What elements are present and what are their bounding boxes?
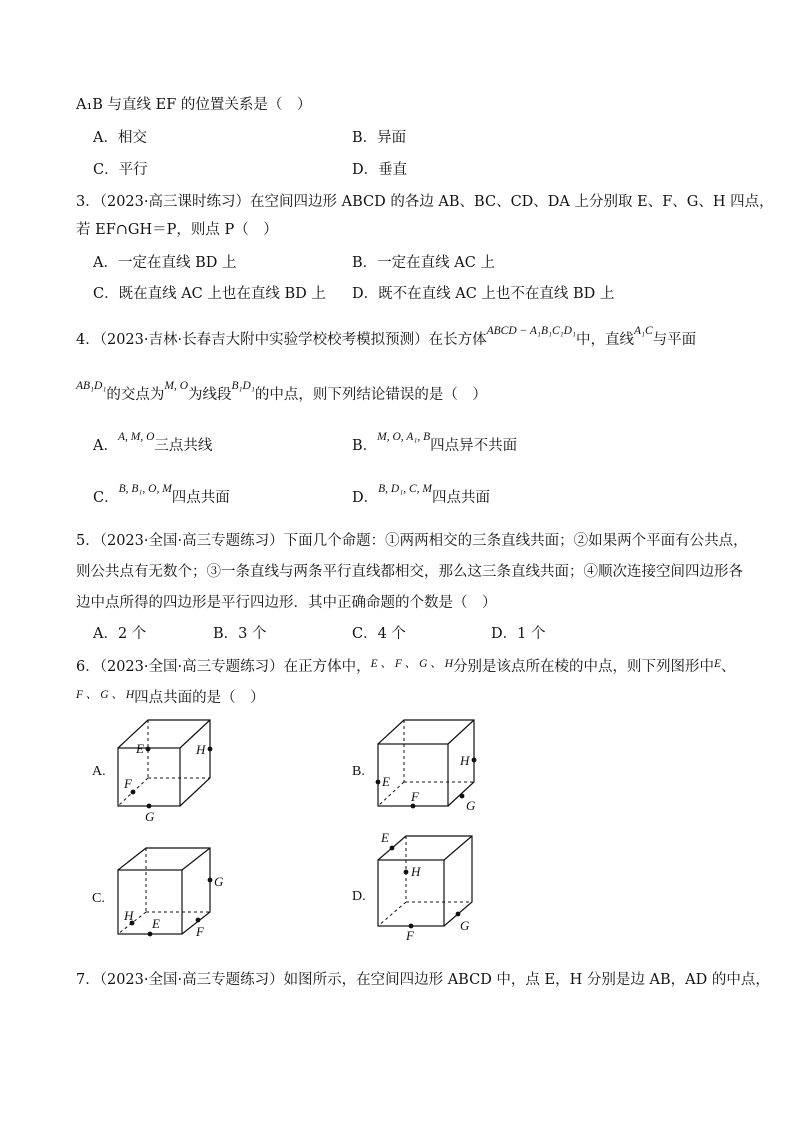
q2-option-d: D．垂直 [352, 162, 408, 178]
q4-math-line: A₁C [633, 325, 653, 337]
figure-a-label: A. [92, 764, 106, 779]
point-h: H [196, 742, 206, 757]
q6-stem-line1: 6．（2023·全国·高三专题练习）在正方体中，$^{E 、 F 、 G 、 H}$分别是该点所在棱的中点，则下列图形中$^E$、 [76, 658, 736, 675]
q4-option-a: A．$^{A, M, O}$三点共线 [93, 431, 213, 454]
figure-d-label: D. [352, 889, 366, 904]
point-h: H [411, 864, 421, 879]
point-h: H [460, 753, 470, 768]
q2-option-b: B．异面 [352, 130, 407, 146]
q5-option-b: B．3 个 [213, 626, 267, 642]
point-e: E [381, 830, 389, 845]
q2-stem: A₁B 与直线 EF 的位置关系是（ ） [76, 97, 312, 113]
cube-figure-a[interactable] [88, 712, 238, 822]
q5-option-c: C．4 个 [352, 626, 406, 642]
q3-option-d: D．既不在直线 AC 上也不在直线 BD 上 [352, 286, 615, 302]
q5-stem-line1: 5．（2023·全国·高三专题练习）下面几个命题：①两两相交的三条直线共面；②如果两个平面有公共点， [76, 533, 748, 549]
figure-b-label: B. [352, 764, 365, 779]
q4-math-segment: B₁D₁ [231, 380, 255, 392]
q5-option-a: A．2 个 [93, 626, 147, 642]
point-f: F [411, 789, 419, 804]
cube-figure-d[interactable] [348, 828, 498, 944]
q4-math-cuboid: ABCD − A₁B₁C₁D₁ [486, 325, 576, 337]
q7-stem-line1: 7．（2023·全国·高三专题练习）如图所示，在空间四边形 ABCD 中，点 E，H 分别是边 AB，AD 的中点， [76, 972, 770, 988]
q2-option-c: C．平行 [93, 162, 148, 178]
cube-figure-b[interactable] [348, 712, 498, 822]
q4-stem-line2: $^{AB_1D_1}$的交点为$^{M, O}$为线段$^{B_1D_1}$的中点，则下列结论错误的是（ ） [76, 380, 487, 403]
q4-option-d: D．$^{B, D_1, C, M}$四点共面 [352, 483, 490, 506]
q4-option-b: B．$^{M, O, A_1, B}$四点异不共面 [352, 431, 518, 454]
q3-option-a: A．一定在直线 BD 上 [93, 255, 237, 271]
q3-stem-line2: 若 EF∩GH＝P，则点 P（ ） [76, 222, 278, 238]
figure-c-label: C. [92, 891, 105, 906]
q5-option-d: D．1 个 [491, 626, 546, 642]
q3-option-b: B．一定在直线 AC 上 [352, 255, 495, 271]
q4-math-points: M, O [164, 380, 188, 392]
q2-option-a: A．相交 [93, 130, 147, 146]
point-e: E [382, 774, 390, 789]
q5-stem-line3: 边中点所得的四边形是平行四边形．其中正确命题的个数是（ ） [76, 595, 497, 611]
point-g: G [145, 809, 155, 822]
q5-stem-line2: 则公共点有无数个；③一条直线与两条平行直线都相交，那么这三条直线共面；④顺次连接空间四边形各 [76, 564, 743, 580]
q4-stem-line1: 4．（2023·吉林·长春吉大附中实验学校校考模拟预测）在长方体$^{ABCD - A_1B_1C_1D_1}$中，直线$^{A_1C}$与平面 [76, 325, 697, 348]
q4-option-c: C．$^{B, B_1, O, M}$四点共面 [93, 483, 230, 506]
q6-stem-line2: $^{F 、 G 、 H}$四点共面的是（ ） [76, 689, 265, 706]
cube-figure-c[interactable] [88, 838, 238, 948]
point-g: G [214, 874, 224, 889]
point-e: E [136, 741, 144, 756]
point-g: G [466, 798, 476, 813]
point-f: F [124, 776, 132, 791]
q3-option-c: C．既在直线 AC 上也在直线 BD 上 [93, 286, 326, 302]
point-g: G [460, 918, 470, 933]
q4-math-plane: AB₁D₁ [76, 380, 107, 392]
point-f: F [406, 928, 414, 943]
point-f: F [196, 924, 204, 939]
point-e: E [152, 916, 160, 931]
q3-stem-line1: 3．（2023·高三课时练习）在空间四边形 ABCD 的各边 AB、BC、CD、DA 上分别取 E、F、G、H 四点， [76, 194, 774, 210]
point-h: H [124, 908, 134, 923]
